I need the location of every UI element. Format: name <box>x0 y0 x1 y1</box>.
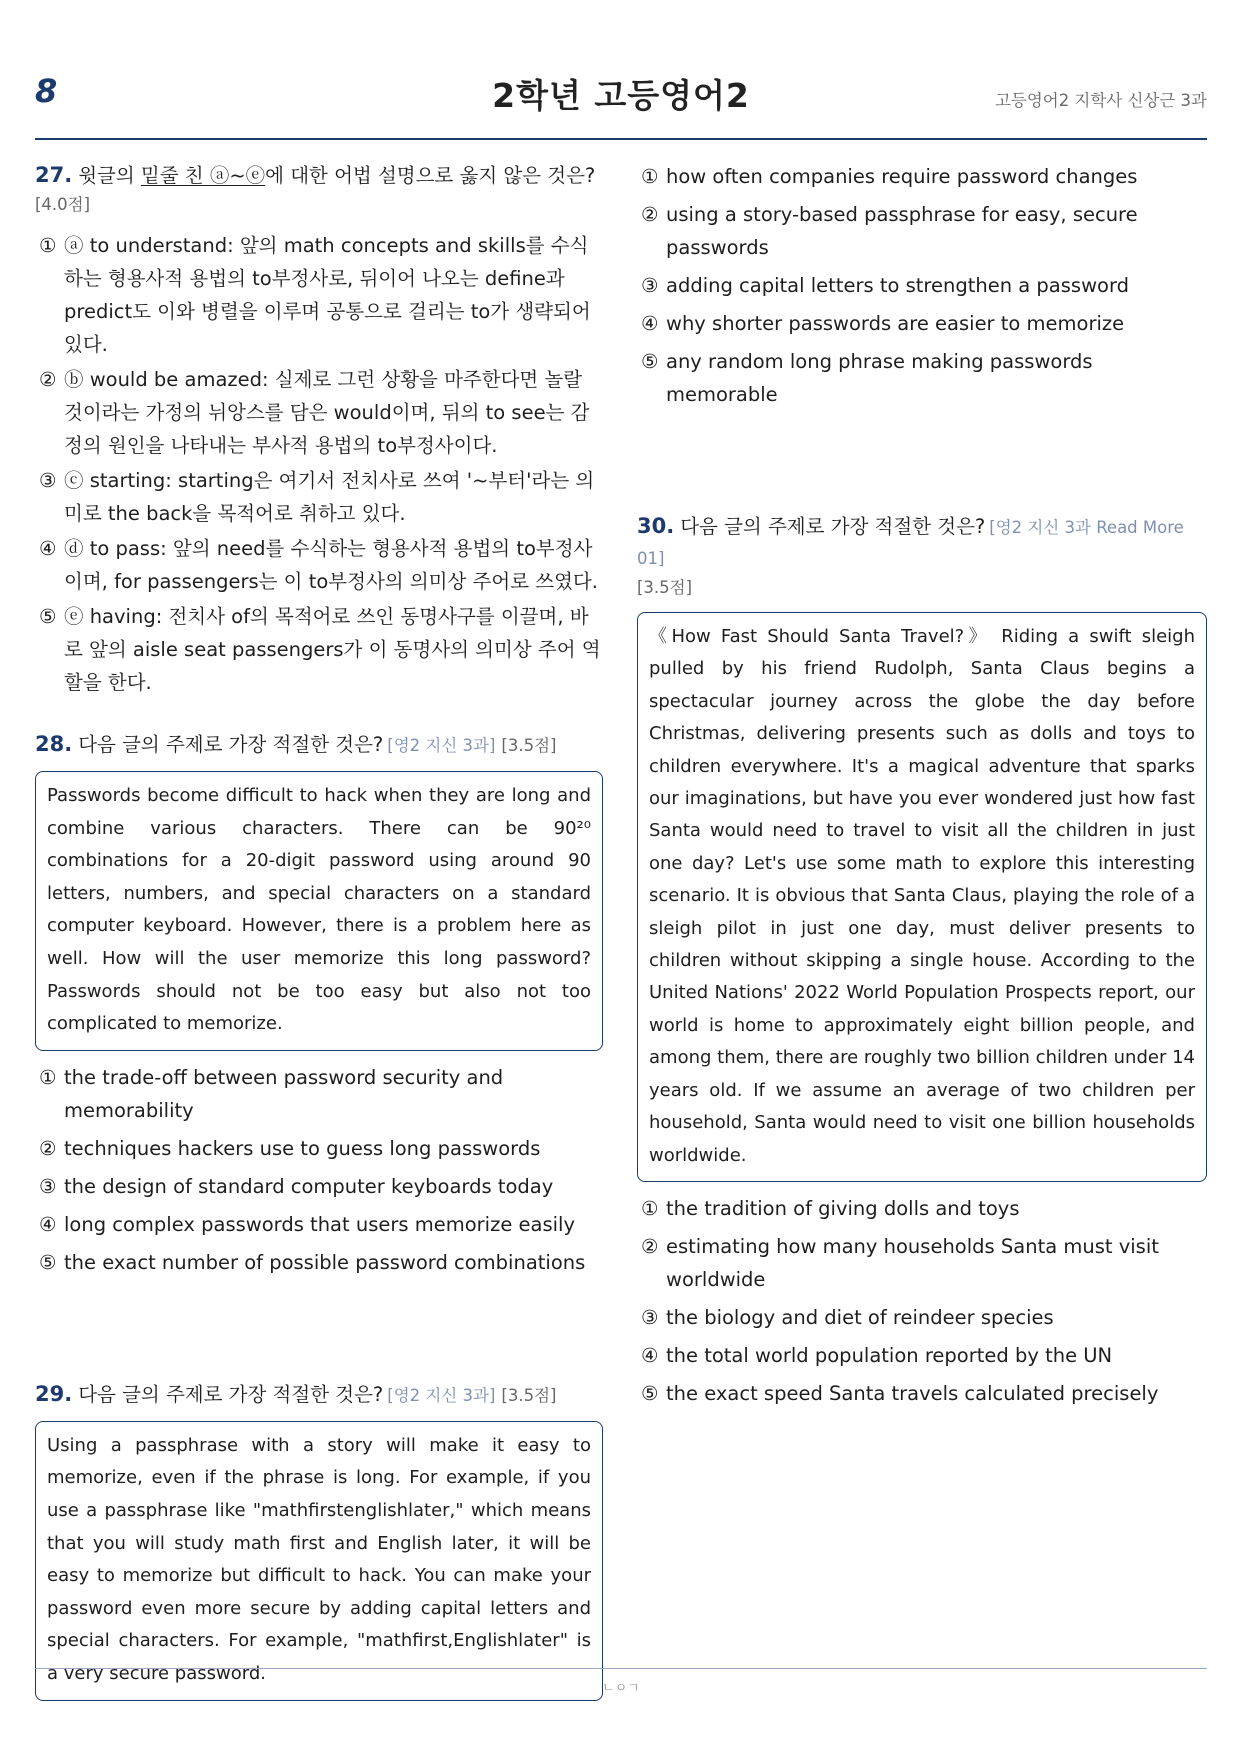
option-text: any random long phrase making passwords memorable <box>666 350 1093 406</box>
question-27-heading <box>35 160 603 191</box>
answer-option[interactable] <box>637 1377 1207 1410</box>
option-marker: ② <box>39 368 57 391</box>
answer-option[interactable] <box>637 1192 1207 1225</box>
option-text: ⓐ to understand: 앞의 math concepts and skills를 수식하는 형용사적 용법의 to부정사로, 뒤이어 나오는 define과 predict도 이와 병렬을 이루며 공통으로 걸리는 to가 생략되어 있다. <box>64 234 591 356</box>
option-marker: ① <box>39 234 57 257</box>
answer-option[interactable] <box>637 269 1207 302</box>
answer-option[interactable] <box>35 1208 603 1241</box>
question-source: [영2 지신 3과 Read More 01] <box>637 518 1184 568</box>
option-marker: ② <box>641 203 659 226</box>
option-marker: ③ <box>641 274 659 297</box>
answer-option[interactable] <box>35 464 603 530</box>
page-header <box>35 60 1207 140</box>
option-marker: ① <box>641 165 659 188</box>
option-text: the design of standard computer keyboards today <box>64 1174 554 1198</box>
question-number: 28. <box>35 732 73 756</box>
page-title: 2학년 고등영어2 <box>492 76 750 115</box>
option-text: how often companies require password changes <box>666 165 1138 188</box>
page-subtitle: 고등영어2 지학사 신상근 3과 <box>994 91 1207 110</box>
passage-box: Passwords become difficult to hack when they are long and combine various characters. There can be 90²⁰ combinations for a 20-digit password using around 90 letters, numbers, and special characters on a standard computer keyboard. However, there is a problem here as well. How will the user memorize this long password? Passwords should not be too easy but also not too complicated to memorize. <box>35 771 603 1051</box>
option-text: ⓔ having: 전치사 of의 목적어로 쓰인 동명사구를 이끌며, 바로 앞의 aisle seat passengers가 이 동명사의 의미상 주어 역할을 한다. <box>64 605 601 694</box>
answer-option[interactable] <box>637 1339 1207 1372</box>
answer-options <box>35 1061 603 1279</box>
option-text: the trade-off between password security and memorability <box>64 1065 504 1122</box>
answer-option[interactable] <box>35 600 603 699</box>
passage-box: Using a passphrase with a story will make it easy to memorize, even if the phrase is long. For example, if you use a passphrase like "mathfirstenglishlater," which means that you will study math first and English later, it will be easy to memorize but difficult to hack. You can make your password even more secure by adding capital letters and special characters. For example, "mathfirst,Englishlater" is a very secure password. <box>35 1421 603 1701</box>
option-marker: ④ <box>39 537 57 560</box>
option-text: ⓓ to pass: 앞의 need를 수식하는 형용사적 용법의 to부정사이며, for passengers는 이 to부정사의 의미상 주어로 쓰였다. <box>64 537 598 593</box>
option-text: the exact speed Santa travels calculated precisely <box>666 1381 1159 1405</box>
question-text: 다음 글의 주제로 가장 적절한 것은? <box>78 733 384 756</box>
option-text: adding capital letters to strengthen a password <box>666 274 1130 297</box>
option-marker: ② <box>39 1136 57 1160</box>
option-text: techniques hackers use to guess long passwords <box>64 1136 541 1160</box>
option-text: ⓑ would be amazed: 실제로 그런 상황을 마주한다면 놀랄 것이라는 가정의 뉘앙스를 담은 would이며, 뒤의 to see는 감정의 원인을 나타내는 부사적 용법의 to부정사이다. <box>64 368 590 457</box>
question-text-prefix: 윗글의 <box>78 164 141 187</box>
answer-option[interactable] <box>637 160 1207 193</box>
option-text: estimating how many households Santa must visit worldwide <box>666 1234 1159 1291</box>
option-marker: ⑤ <box>39 605 57 628</box>
option-marker: ① <box>641 1196 659 1220</box>
question-30 <box>637 511 1207 1410</box>
question-29-answer-options <box>637 160 1207 411</box>
question-text-underlined: 밑줄 친 ⓐ~ⓔ <box>140 164 266 187</box>
answer-option[interactable] <box>35 1061 603 1127</box>
option-marker: ④ <box>641 312 659 335</box>
question-27 <box>35 160 603 699</box>
question-points: [3.5점] <box>501 736 557 755</box>
passage-box: 《How Fast Should Santa Travel?》 Riding a swift sleigh pulled by his friend Rudolph, Santa Claus begins a spectacular journey across the globe the day before Christmas, delivering presents such as dolls and toys to children everywhere. It's a magical adventure that sparks our imaginations, but have you ever wondered just how fast Santa would need to travel to visit all the children in just one day? Let's use some math to explore this interesting scenario. It is obvious that Santa Claus, playing the role of a sleigh pilot in just one day, must deliver presents to children without skipping a single house. According to the United Nations' 2022 World Population Prospects report, our world is home to approximately eight billion people, and among them, there are roughly two billion children under 14 years old. If we assume an average of two children per household, Santa would need to visit one billion households worldwide. <box>637 612 1207 1182</box>
option-marker: ⑤ <box>39 1250 57 1274</box>
answer-option[interactable] <box>637 1230 1207 1296</box>
option-text: the biology and diet of reindeer species <box>666 1305 1054 1329</box>
option-marker: ⑤ <box>641 1381 659 1405</box>
page-number: 8 <box>35 72 58 110</box>
option-marker: ④ <box>641 1343 659 1367</box>
question-28-heading <box>35 729 603 761</box>
question-text: 다음 글의 주제로 가장 적절한 것은? <box>680 515 986 538</box>
answer-option[interactable] <box>35 1132 603 1165</box>
option-text: the total world population reported by the UN <box>666 1343 1113 1367</box>
question-points: [3.5점] <box>637 578 693 597</box>
left-column <box>35 160 603 1711</box>
option-text: using a story-based passphrase for easy, secure passwords <box>666 203 1138 259</box>
question-points: [4.0점] <box>35 195 91 214</box>
footer-mark: ㄴㅇㄱ <box>602 1681 640 1696</box>
option-text: why shorter passwords are easier to memorize <box>666 312 1125 335</box>
question-29 <box>35 1379 603 1701</box>
right-column <box>637 160 1207 1415</box>
question-29-heading <box>35 1379 603 1411</box>
option-text: ⓒ starting: starting은 여기서 전치사로 쓰여 '~부터'라는 의미로 the back을 목적어로 취하고 있다. <box>64 469 595 525</box>
question-text: 다음 글의 주제로 가장 적절한 것은? <box>78 1382 384 1406</box>
question-number: 30. <box>637 514 675 538</box>
option-marker: ⑤ <box>641 350 659 373</box>
answer-options <box>35 229 603 699</box>
option-marker: ③ <box>39 1174 57 1198</box>
answer-option[interactable] <box>35 1246 603 1279</box>
question-source: [영2 지신 3과] <box>387 736 496 755</box>
question-number: 27. <box>35 163 73 187</box>
question-28 <box>35 729 603 1279</box>
answer-option[interactable] <box>35 229 603 361</box>
answer-options <box>637 1192 1207 1410</box>
question-number: 29. <box>35 1381 73 1406</box>
question-points: [3.5점] <box>501 1385 557 1405</box>
answer-option[interactable] <box>637 1301 1207 1334</box>
question-text-suffix: 에 대한 어법 설명으로 옳지 않은 것은? <box>265 164 596 187</box>
option-marker: ② <box>641 1234 659 1258</box>
answer-option[interactable] <box>637 307 1207 340</box>
option-marker: ④ <box>39 1212 57 1236</box>
answer-option[interactable] <box>35 363 603 462</box>
answer-option[interactable] <box>35 532 603 598</box>
answer-option[interactable] <box>35 1170 603 1203</box>
question-30-heading <box>637 511 1207 574</box>
option-marker: ① <box>39 1065 57 1089</box>
option-text: long complex passwords that users memorize easily <box>64 1212 576 1236</box>
answer-option[interactable] <box>637 198 1207 264</box>
answer-option[interactable] <box>637 345 1207 411</box>
option-text: the tradition of giving dolls and toys <box>666 1196 1020 1220</box>
footer-divider <box>35 1668 1207 1669</box>
option-text: the exact number of possible password combinations <box>64 1250 586 1274</box>
option-marker: ③ <box>39 469 57 492</box>
option-marker: ③ <box>641 1305 659 1329</box>
question-source: [영2 지신 3과] <box>387 1385 496 1405</box>
